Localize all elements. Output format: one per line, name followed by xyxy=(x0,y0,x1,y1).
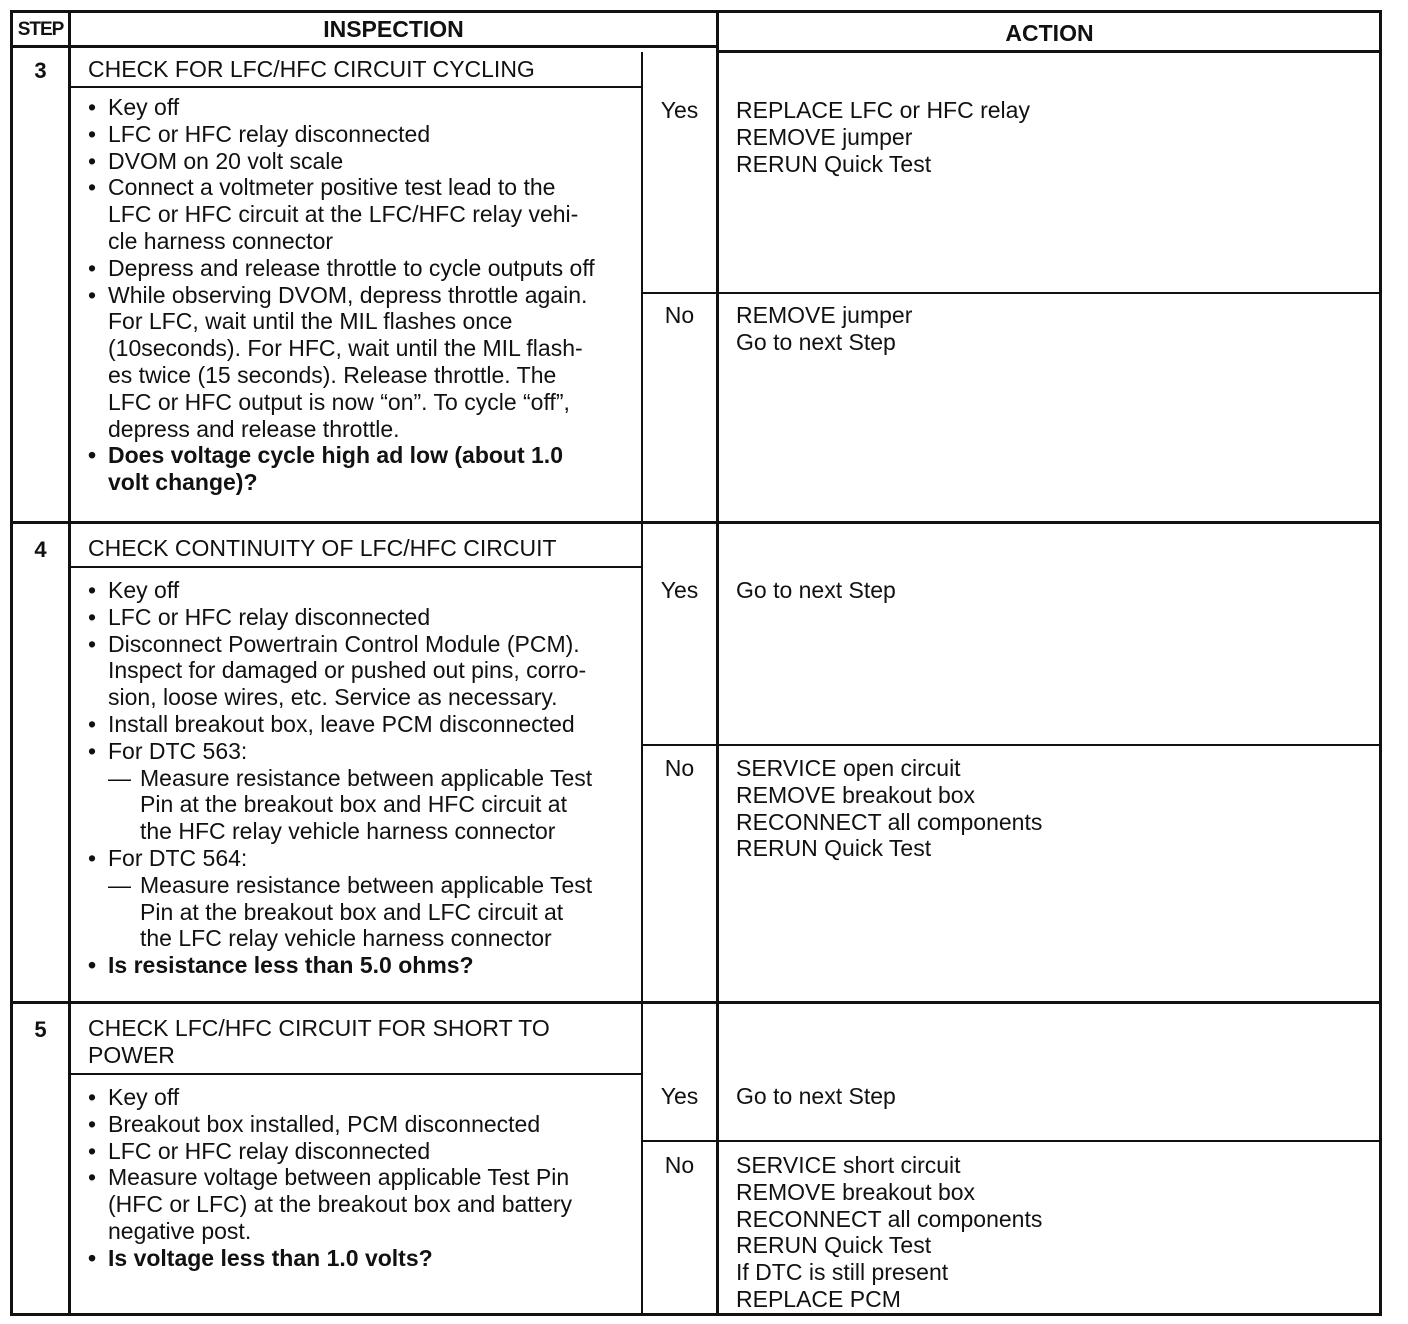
no-label: No xyxy=(664,1152,695,1178)
list-item: • Key off xyxy=(86,94,595,121)
title-divider-step3 xyxy=(70,86,643,88)
list-item: • While observing DVOM, depress throttle again. For LFC, wait until the MIL flashes once (10seconds). For HFC, wait until the MIL flash- es twice (15 seconds). Release throttle. The LFC or HFC output is now “on”. To cycle “off”, depress and release throttle. xyxy=(86,282,595,443)
header-divider-left xyxy=(10,45,718,48)
action-item: REMOVE jumper xyxy=(736,123,913,150)
yes-label: Yes xyxy=(660,577,699,603)
step-number: 5 xyxy=(34,1017,47,1042)
title-divider-step4 xyxy=(70,566,643,568)
row-divider-4-5 xyxy=(10,1001,1382,1004)
yes-label: Yes xyxy=(660,1083,699,1109)
step-title: CHECK LFC/HFC CIRCUIT FOR SHORT TO POWER xyxy=(88,1015,550,1068)
list-item: — Measure resistance between applicable Test Pin at the breakout box and HFC circuit at the HFC relay vehicle harness connector xyxy=(86,765,592,845)
header-divider-right xyxy=(716,50,1382,53)
step-title: CHECK FOR LFC/HFC CIRCUIT CYCLING xyxy=(88,56,535,82)
no-actions xyxy=(736,755,1042,862)
header-action: ACTION xyxy=(1005,20,1094,46)
list-item: • For DTC 563: xyxy=(86,738,592,765)
action-column-divider xyxy=(716,10,719,1316)
list-item: • LFC or HFC relay disconnected xyxy=(86,121,595,148)
yes-actions xyxy=(736,577,896,604)
table-border-bottom xyxy=(10,1313,1382,1316)
table-border-top xyxy=(10,10,1382,13)
list-item: • Is resistance less than 5.0 ohms? xyxy=(86,952,592,979)
action-item: Go to next Step xyxy=(736,1083,896,1109)
inspection-list xyxy=(86,577,592,979)
row-divider-3-4 xyxy=(10,521,1382,524)
yes-label: Yes xyxy=(660,97,699,123)
list-item: • Is voltage less than 1.0 volts? xyxy=(86,1245,572,1272)
action-item: REMOVE breakout box xyxy=(736,1178,976,1205)
list-item: • For DTC 564: xyxy=(86,845,592,872)
action-item: If DTC is still present xyxy=(736,1259,949,1286)
list-item: • Install breakout box, leave PCM disconnected xyxy=(86,711,592,738)
no-label: No xyxy=(664,302,695,328)
header-inspection: INSPECTION xyxy=(323,16,464,42)
action-item: RERUN Quick Test xyxy=(736,1232,932,1259)
step-title: CHECK CONTINUITY OF LFC/HFC CIRCUIT xyxy=(88,535,557,561)
list-item: • Key off xyxy=(86,577,592,604)
step-number: 4 xyxy=(34,537,47,562)
action-item: REPLACE PCM xyxy=(736,1285,901,1312)
list-item: — Measure resistance between applicable Test Pin at the breakout box and LFC circuit at the LFC relay vehicle harness connector xyxy=(86,872,592,952)
list-item: • LFC or HFC relay disconnected xyxy=(86,1138,572,1165)
step-column-divider xyxy=(68,10,71,1316)
list-item: • Breakout box installed, PCM disconnected xyxy=(86,1111,572,1138)
action-item: SERVICE short circuit xyxy=(736,1152,961,1178)
list-item: • DVOM on 20 volt scale xyxy=(86,148,595,175)
no-label: No xyxy=(664,755,695,781)
list-item: • Depress and release throttle to cycle outputs off xyxy=(86,255,595,282)
list-item: • Key off xyxy=(86,1084,572,1111)
table-border-left xyxy=(10,10,13,1316)
action-item: RECONNECT all components xyxy=(736,1205,1043,1232)
list-item: • Does voltage cycle high ad low (about 1.0 volt change)? xyxy=(86,442,595,496)
action-item: Go to next Step xyxy=(736,577,896,603)
no-actions xyxy=(736,1152,1042,1313)
step-number: 3 xyxy=(34,58,47,83)
list-item: • Measure voltage between applicable Test Pin (HFC or LFC) at the breakout box and battery negative post. xyxy=(86,1164,572,1244)
table-border-right xyxy=(1379,10,1382,1316)
list-item: • Connect a voltmeter positive test lead to the LFC or HFC circuit at the LFC/HFC relay vehi- cle harness connector xyxy=(86,174,595,254)
no-actions xyxy=(736,302,912,356)
list-item: • Disconnect Powertrain Control Module (PCM). Inspect for damaged or pushed out pins, corro- sion, loose wires, etc. Service as necessary. xyxy=(86,631,592,711)
yes-actions xyxy=(736,1083,896,1110)
title-divider-step5 xyxy=(70,1073,643,1075)
action-item: RERUN Quick Test xyxy=(736,835,932,862)
header-step: STEP xyxy=(17,19,64,40)
yes-no-divider-step5 xyxy=(641,1140,1382,1142)
yes-actions xyxy=(736,97,1030,177)
action-item: SERVICE open circuit xyxy=(736,755,961,781)
list-item: • LFC or HFC relay disconnected xyxy=(86,604,592,631)
inspection-list xyxy=(86,1084,572,1272)
action-item: REMOVE breakout box xyxy=(736,781,976,808)
action-item: RECONNECT all components xyxy=(736,808,1043,835)
action-item: REMOVE jumper xyxy=(736,302,913,328)
result-column-divider xyxy=(641,52,643,1316)
action-item: RERUN Quick Test xyxy=(736,150,932,177)
action-item: REPLACE LFC or HFC relay xyxy=(736,97,1030,123)
yes-no-divider-step4 xyxy=(641,744,1382,746)
inspection-list xyxy=(86,94,595,496)
yes-no-divider-step3 xyxy=(641,292,1382,294)
action-item: Go to next Step xyxy=(736,328,896,355)
